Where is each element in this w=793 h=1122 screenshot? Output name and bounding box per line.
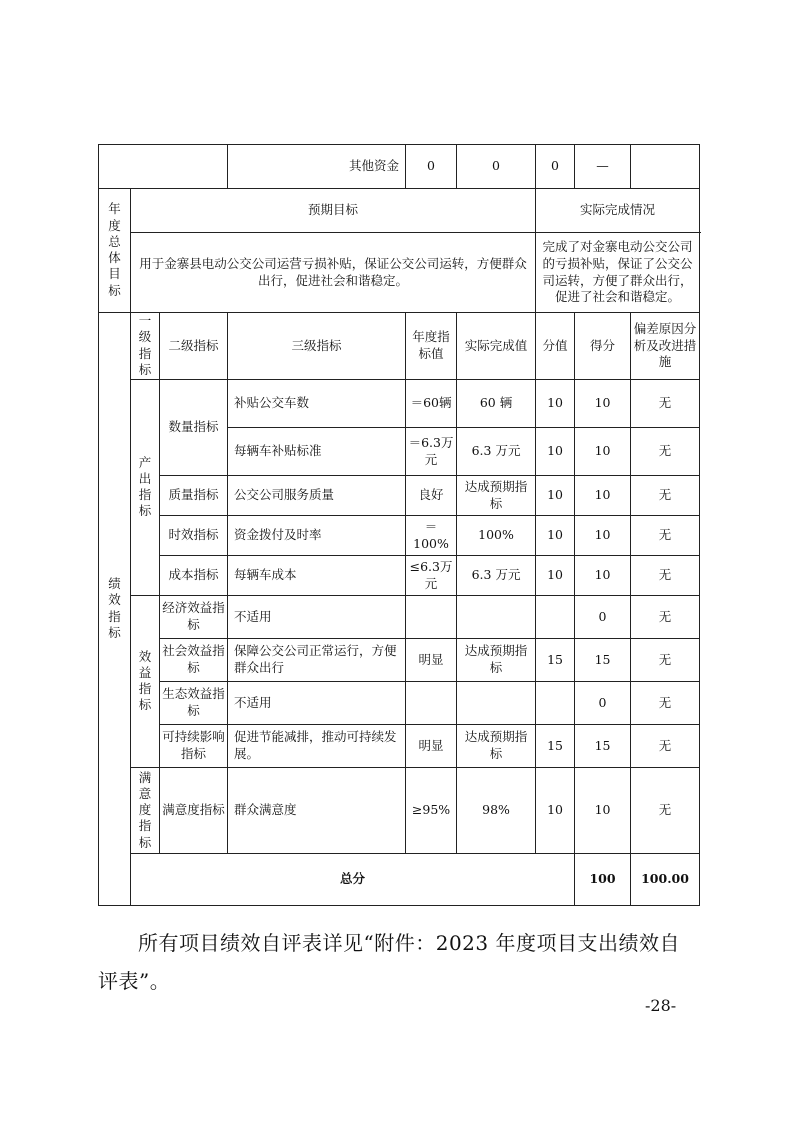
level3-cell: 促进节能减排，推动可持续发展。 — [228, 725, 406, 768]
target-cell: 明显 — [406, 725, 457, 768]
level1-output-label: 产出指标 — [131, 380, 160, 596]
score-cell: 15 — [575, 725, 631, 768]
total-label: 总分 — [131, 854, 575, 906]
level3-cell: 每辆车成本 — [228, 556, 406, 596]
level3-cell: 保障公交公司正常运行，方便群众出行 — [228, 639, 406, 682]
level2-cell: 可持续影响指标 — [160, 725, 228, 768]
funds-value-4: — — [575, 145, 631, 189]
actual-cell: 达成预期指标 — [457, 476, 536, 516]
expected-goal-text: 用于金寨县电动公交公司运营亏损补贴，保证公交公司运转，方便群众出行，促进社会和谐稳定。 — [131, 233, 536, 313]
deviation-cell: 无 — [631, 556, 700, 596]
score-cell: 10 — [575, 380, 631, 428]
funds-value-3: 0 — [536, 145, 575, 189]
table-row — [99, 556, 700, 596]
table-row — [99, 768, 700, 854]
level2-cell: 成本指标 — [160, 556, 228, 596]
actual-completion-label: 实际完成情况 — [536, 189, 700, 233]
funds-label: 其他资金 — [228, 145, 406, 189]
funds-blank-cell — [631, 145, 700, 189]
deviation-cell: 无 — [631, 516, 700, 556]
target-cell: ＝60辆 — [406, 380, 457, 428]
table-row — [99, 596, 700, 639]
target-header: 年度指标值 — [406, 313, 457, 380]
target-cell: 良好 — [406, 476, 457, 516]
deviation-cell: 无 — [631, 428, 700, 476]
table-row — [99, 380, 700, 428]
table-row — [99, 639, 700, 682]
level2-cell: 质量指标 — [160, 476, 228, 516]
weight-cell: 15 — [536, 639, 575, 682]
performance-table — [98, 144, 700, 906]
table-row — [99, 725, 700, 768]
target-cell: ≤6.3万元 — [406, 556, 457, 596]
score-cell: 0 — [575, 596, 631, 639]
table-row — [99, 516, 700, 556]
total-weight: 100 — [575, 854, 631, 906]
annual-goal-header: 年度总体目标 — [99, 189, 131, 313]
deviation-cell: 无 — [631, 639, 700, 682]
level3-cell: 每辆车补贴标准 — [228, 428, 406, 476]
actual-cell — [457, 682, 536, 725]
funds-row — [99, 145, 700, 189]
funds-value-2: 0 — [457, 145, 536, 189]
summary-paragraph — [98, 924, 699, 1000]
level3-cell: 不适用 — [228, 596, 406, 639]
actual-cell: 6.3 万元 — [457, 556, 536, 596]
score-cell: 0 — [575, 682, 631, 725]
level2-cell: 社会效益指标 — [160, 639, 228, 682]
page-number: -28- — [645, 996, 677, 1015]
weight-header: 分值 — [536, 313, 575, 380]
level3-cell: 补贴公交车数 — [228, 380, 406, 428]
weight-cell: 10 — [536, 516, 575, 556]
summary-text: 所有项目绩效自评表详见“附件：2023 年度项目支出绩效自评表”。 — [98, 931, 680, 993]
level1-benefit-label: 效益指标 — [131, 596, 160, 768]
target-cell: ＝100% — [406, 516, 457, 556]
level2-header: 二级指标 — [160, 313, 228, 380]
actual-completion-text: 完成了对金寨电动公交公司的亏损补贴，保证了公交公司运转，方便了群众出行，促进了社会和谐稳定。 — [536, 233, 700, 313]
funds-value-1: 0 — [406, 145, 457, 189]
deviation-cell: 无 — [631, 725, 700, 768]
total-row — [99, 854, 700, 906]
actual-header: 实际完成值 — [457, 313, 536, 380]
weight-cell: 10 — [536, 428, 575, 476]
score-header: 得分 — [575, 313, 631, 380]
score-cell: 10 — [575, 556, 631, 596]
deviation-cell: 无 — [631, 380, 700, 428]
deviation-header: 偏差原因分析及改进措施 — [631, 313, 700, 380]
level1-header: 一级指标 — [131, 313, 160, 380]
level2-cell: 经济效益指标 — [160, 596, 228, 639]
score-cell: 10 — [575, 476, 631, 516]
weight-cell: 10 — [536, 556, 575, 596]
level2-cell: 数量指标 — [160, 380, 228, 476]
actual-cell: 60 辆 — [457, 380, 536, 428]
target-cell: ＝6.3万元 — [406, 428, 457, 476]
actual-cell: 达成预期指标 — [457, 639, 536, 682]
target-cell — [406, 682, 457, 725]
score-cell: 15 — [575, 639, 631, 682]
weight-cell — [536, 682, 575, 725]
deviation-cell: 无 — [631, 476, 700, 516]
target-cell: 明显 — [406, 639, 457, 682]
weight-cell: 10 — [536, 476, 575, 516]
indicator-header-row — [99, 313, 700, 380]
level3-cell: 群众满意度 — [228, 768, 406, 854]
level3-header: 三级指标 — [228, 313, 406, 380]
actual-cell — [457, 596, 536, 639]
actual-cell: 100% — [457, 516, 536, 556]
level3-cell: 公交公司服务质量 — [228, 476, 406, 516]
deviation-cell: 无 — [631, 768, 700, 854]
target-cell: ≥95% — [406, 768, 457, 854]
deviation-cell: 无 — [631, 596, 700, 639]
annual-goal-header-row — [99, 189, 700, 233]
level3-cell: 资金拨付及时率 — [228, 516, 406, 556]
deviation-cell: 无 — [631, 682, 700, 725]
level1-satisfaction-label: 满意度指标 — [131, 768, 160, 854]
weight-cell: 15 — [536, 725, 575, 768]
level2-cell: 生态效益指标 — [160, 682, 228, 725]
weight-cell — [536, 596, 575, 639]
score-cell: 10 — [575, 516, 631, 556]
table-row — [99, 476, 700, 516]
annual-goal-content-row — [99, 233, 700, 313]
actual-cell: 98% — [457, 768, 536, 854]
expected-goal-label: 预期目标 — [131, 189, 536, 233]
score-cell: 10 — [575, 428, 631, 476]
weight-cell: 10 — [536, 380, 575, 428]
funds-blank-cell — [99, 145, 228, 189]
table-row — [99, 682, 700, 725]
level2-cell: 满意度指标 — [160, 768, 228, 854]
actual-cell: 达成预期指标 — [457, 725, 536, 768]
total-score: 100.00 — [631, 854, 700, 906]
level2-cell: 时效指标 — [160, 516, 228, 556]
indicators-section-label: 绩效指标 — [99, 313, 131, 906]
score-cell: 10 — [575, 768, 631, 854]
weight-cell: 10 — [536, 768, 575, 854]
actual-cell: 6.3 万元 — [457, 428, 536, 476]
level3-cell: 不适用 — [228, 682, 406, 725]
target-cell — [406, 596, 457, 639]
